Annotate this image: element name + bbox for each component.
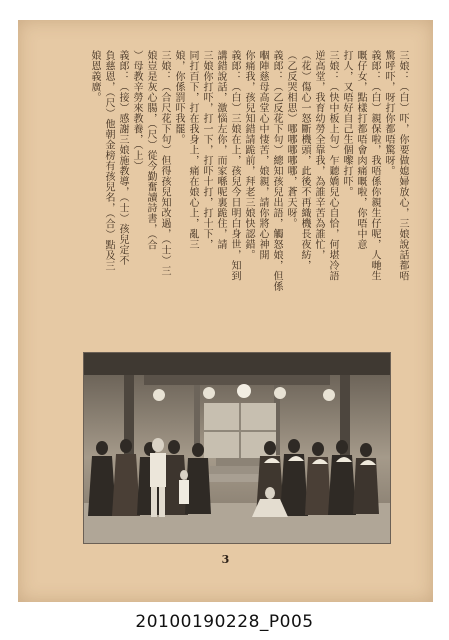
script-line: 講錯說話，激惱左你，而家喺呢裏跪住，請 [215,50,226,250]
script-line: 嘅仔女，點樣打都唔會肉痛嘅啦，你唔中意 [355,50,366,250]
script-line: 義郎：（乙反花下句）總知孩兒出語，觸怒娘，但係 [271,50,282,292]
archive-id-caption: 20100190228_P005 [135,612,314,632]
script-line: 三娘：（白）吓，你要做媳婦放心，三娘說話都唔 [397,50,408,281]
script-line: 三娘你打吓，打一下，打吓十打，打十下， [201,50,212,250]
script-line: 娘，你係罰吓我罷。 [173,50,184,145]
page-number: 3 [221,553,230,566]
booklet-page [18,20,433,602]
script-line: 逆高堂，我育幼勞全靠我，為誰辛苦為誰忙， [313,50,324,260]
script-line: 娘恩義廣。 [89,50,100,103]
script-line: 義郎：（白）親保啦，我唔係你親生仔呢，人哋生 [369,50,380,281]
script-line: 娘豈是灰心腸，（尺）從今勤奮讀詩書，（合 [145,50,156,250]
script-line: 你痛我，孩兒知錯請跪前，拜老三娘快認錯。 [243,50,254,260]
script-line: 同打百下，打在我身上，痛在娘心上，亂三 [187,50,198,250]
script-line: （乙反哭相思）哪哪哪哪哪，蒼天呀。 [285,50,296,229]
script-line: 義郎：（白）三娘在上，孩兒今日明白身世，知到 [229,50,240,281]
vertical-script-text [89,50,408,325]
script-line: 三娘：（快中板上句）乍聽嬌兒心自恰，何堪冷語 [327,50,338,281]
script-line: 三娘：（合尺花下句）但得孩兒知改過，（士）三 [159,50,170,276]
script-line: ）母教辛勞來教養，（上） [131,50,142,171]
script-line: 打人，又唔好自己生個嚟打吓。 [341,50,352,197]
script-line: （花）傷心一怒斷機頭，此後不再織機長夜紡， [299,50,310,271]
script-line: 義郎：（接）感謝三娘施教導，（士）孩兒定不 [117,50,128,266]
stage-performance-photo [83,352,391,544]
script-line: 嗰陣慈母高堂心中悽苦，娘親，請你將心神開 [257,50,268,260]
script-line: 負慈恩，（尺）他朝金榜有孩兒名，（合）點及三 [103,50,114,271]
script-line: 驚呼吓，呀打你都唔驚呀。 [383,50,394,176]
